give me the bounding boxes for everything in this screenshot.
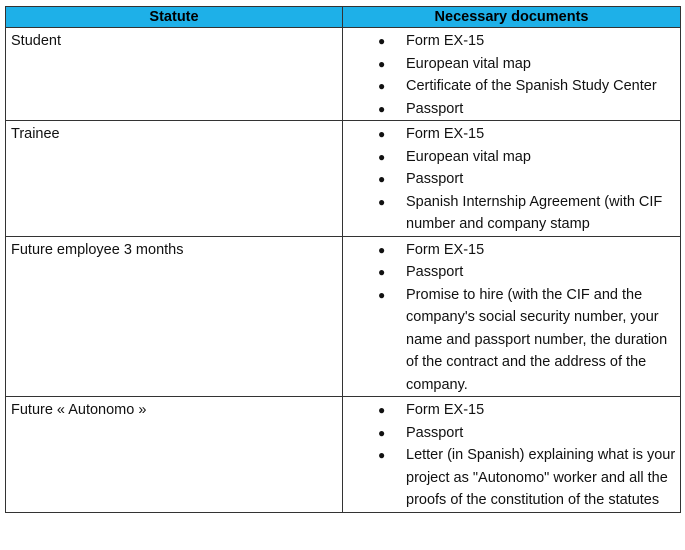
- statute-cell: Future employee 3 months: [6, 236, 343, 397]
- document-text: Passport: [406, 100, 464, 117]
- document-text: Spanish Internship Agreement (with CIF number and company stamp: [406, 193, 663, 232]
- bullet-icon: ●: [378, 425, 386, 440]
- document-text: Passport: [406, 171, 464, 187]
- table-row-future-employee: [6, 236, 681, 397]
- documents-cell: [343, 397, 681, 513]
- bullet-icon: ●: [378, 101, 386, 116]
- document-item: [343, 75, 676, 98]
- bullet-icon: ●: [378, 149, 386, 164]
- document-text: European vital map: [406, 148, 531, 165]
- document-item: [343, 284, 676, 397]
- bullet-icon: ●: [378, 403, 386, 417]
- bullet-icon: ●: [378, 265, 386, 279]
- document-item: [343, 30, 676, 53]
- document-item: [343, 444, 676, 512]
- document-text: Form EX-15: [406, 241, 485, 258]
- table-header-row: [6, 7, 681, 28]
- document-text: Form EX-15: [406, 33, 485, 49]
- document-item: [343, 168, 676, 191]
- bullet-icon: ●: [378, 172, 386, 186]
- document-item: [343, 399, 676, 422]
- bullet-icon: ●: [378, 79, 386, 93]
- statute-cell: Trainee: [6, 121, 343, 237]
- document-text: Passport: [406, 424, 464, 441]
- statute-cell: Student: [6, 28, 343, 121]
- table-row-student: [6, 28, 681, 121]
- document-item: [343, 53, 676, 76]
- bullet-icon: ●: [378, 56, 386, 71]
- document-text: Passport: [406, 264, 464, 280]
- documents-table: [5, 6, 681, 513]
- bullet-icon: ●: [378, 194, 386, 209]
- statute-cell: Future « Autonomo »: [6, 397, 343, 513]
- document-text: Form EX-15: [406, 402, 485, 418]
- documents-list: [343, 30, 676, 120]
- table-row-trainee: [6, 121, 681, 237]
- bullet-icon: ●: [378, 448, 386, 462]
- table-row-future-autonomo: [6, 397, 681, 513]
- document-item: [343, 191, 676, 236]
- documents-cell: [343, 28, 681, 121]
- bullet-icon: ●: [378, 287, 386, 302]
- document-item: [343, 239, 676, 262]
- documents-cell: [343, 121, 681, 237]
- document-item: [343, 146, 676, 169]
- document-text: Form EX-15: [406, 126, 485, 142]
- document-item: [343, 422, 676, 445]
- document-text: European vital map: [406, 55, 531, 72]
- header-statute: Statute: [6, 7, 343, 28]
- documents-list: [343, 399, 676, 512]
- document-item: [343, 123, 676, 146]
- document-text: Letter (in Spanish) explaining what is your project as "Autonomo" worker and all the proofs of the constitution of the statutes: [406, 447, 676, 508]
- documents-list: [343, 239, 676, 397]
- document-item: [343, 261, 676, 284]
- bullet-icon: ●: [378, 127, 386, 141]
- documents-list: [343, 123, 676, 236]
- header-necessary-documents: Necessary documents: [343, 7, 681, 28]
- bullet-icon: ●: [378, 34, 386, 48]
- bullet-icon: ●: [378, 242, 386, 257]
- document-item: [343, 98, 676, 121]
- document-text: Certificate of the Spanish Study Center: [406, 78, 657, 94]
- document-text: Promise to hire (with the CIF and the company's social security number, your name and passport number, the duration of the contract and the address of the company.: [406, 286, 668, 393]
- documents-cell: [343, 236, 681, 397]
